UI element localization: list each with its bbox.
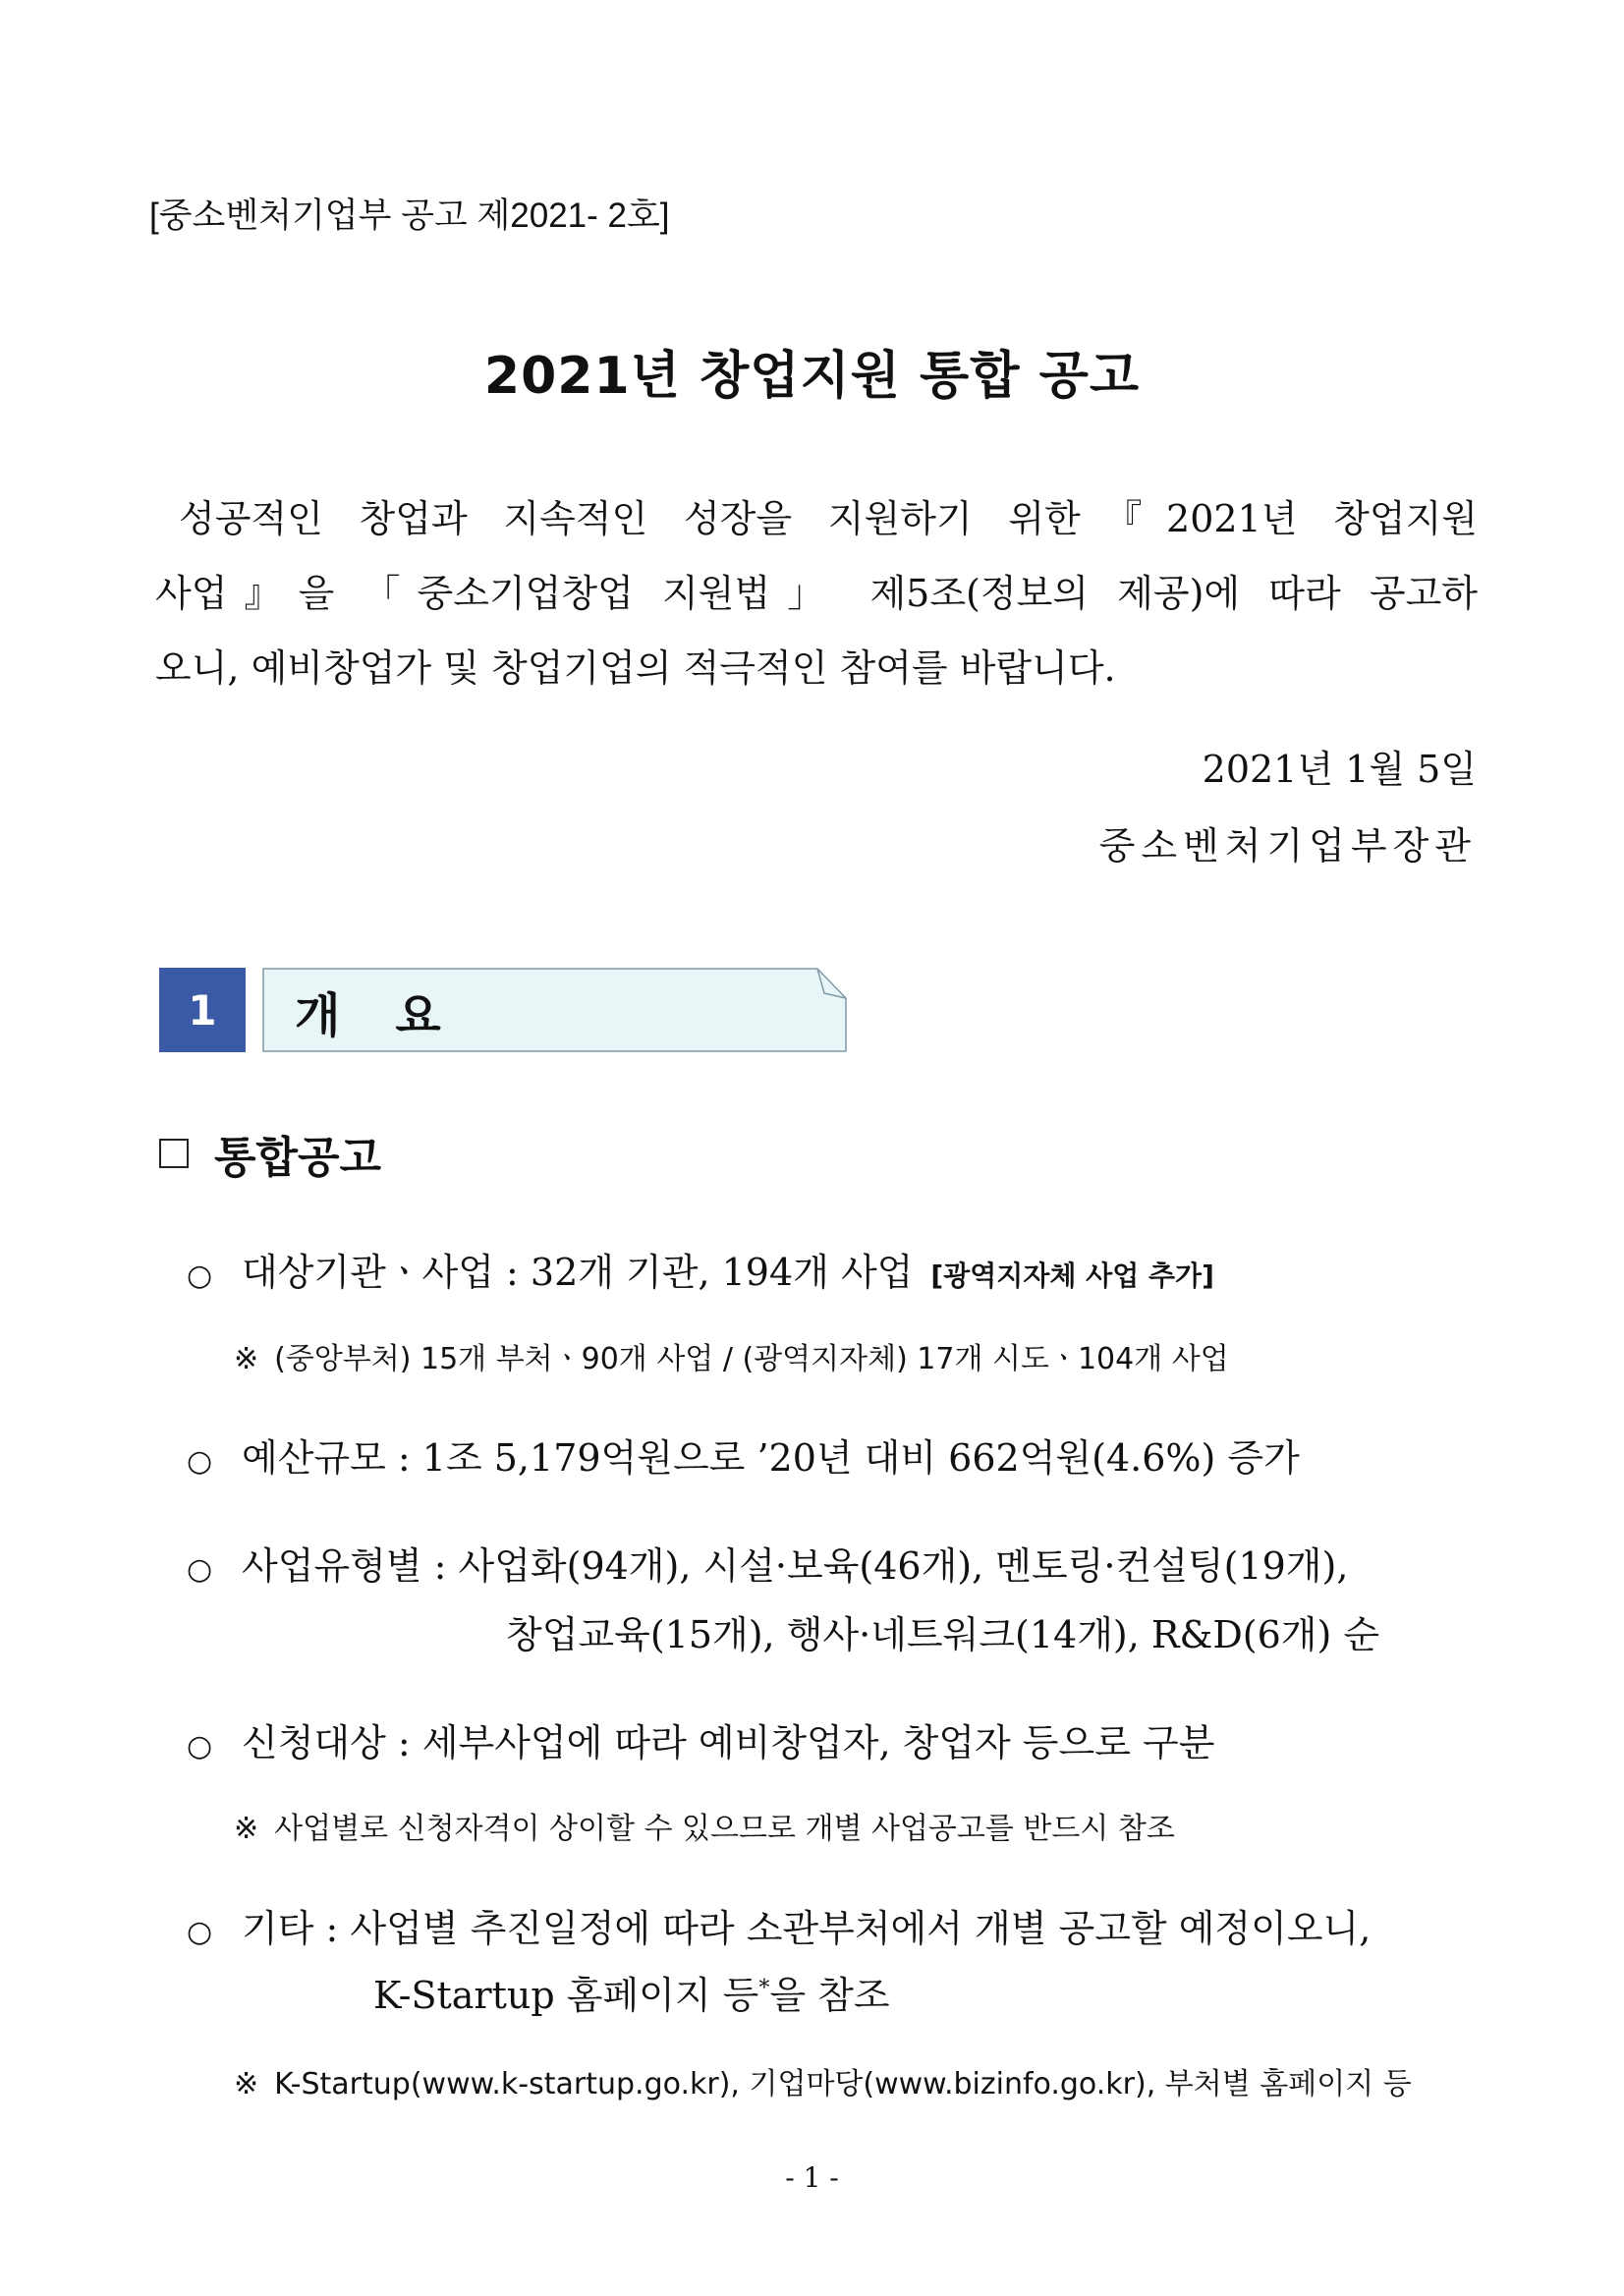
intro-line-3: 오니, 예비창업가 및 창업기업의 적극적인 참여를 바랍니다. [155,646,1116,690]
circle-bullet-icon: ○ [187,1259,213,1293]
page-title: 2021년 창업지원 통합 공고 [483,347,1141,406]
item-target-text: 대상기관ㆍ사업 : 32개 기관, 194개 사업 [242,1251,914,1294]
item-other-line-1: 기타 : 사업별 추진일정에 따라 소관부처에서 개별 공고할 예정이오니, [242,1907,1372,1950]
section-number-badge: 1 [159,968,246,1052]
item-other-note [234,2059,1412,2102]
item-target [187,1242,1214,1296]
item-applicants-note [234,1804,1175,1847]
square-bullet-icon [159,1139,189,1168]
item-applicants-note-text: 사업별로 신청자격이 상이할 수 있으므로 개별 사업공고를 반드시 참조 [274,1812,1175,1846]
reference-mark-icon: ※ [234,2067,259,2101]
issuing-agency: 중소벤처기업부장관 [1098,824,1477,868]
reference-mark-icon: ※ [234,1812,259,1846]
item-types [187,1536,1348,1590]
item-budget [187,1428,1300,1482]
item-other [187,1898,1371,1952]
intro-paragraph [155,481,1478,705]
intro-line-1: 성공적인 창업과 지속적인 성장을 지원하기 위한『2021년 창업지원 [179,497,1478,540]
item-types-line-2: 창업교육(15개), 행사·네트워크(14개), R&D(6개) 순 [506,1613,1380,1656]
item-types-line-1: 사업유형별 : 사업화(94개), 시설·보육(46개), 멘토링·컨설팅(19개), [242,1544,1349,1588]
page-number: - 1 - [785,2161,839,2194]
item-other-line-2 [373,1965,890,2019]
circle-bullet-icon: ○ [187,1729,213,1764]
circle-bullet-icon: ○ [187,1915,213,1949]
subheading [159,1122,381,1185]
section-title [295,978,443,1045]
item-other-note-text: K-Startup(www.k-startup.go.kr), 기업마당(www.bizinfo.go.kr), 부처별 홈페이지 등 [274,2067,1412,2101]
circle-bullet-icon: ○ [187,1444,213,1479]
item-budget-text: 예산규모 : 1조 5,179억원으로 ’20년 대비 662억원(4.6%) 증가 [242,1436,1300,1480]
item-other-line-2-end: 을 참조 [769,1974,890,2017]
circle-bullet-icon: ○ [187,1552,213,1587]
item-target-note [234,1334,1229,1377]
item-applicants [187,1712,1214,1766]
item-target-note-text: (중앙부처) 15개 부처ㆍ90개 사업 / (광역지자체) 17개 시도ㆍ104개 사업 [274,1342,1229,1376]
item-other-line-2-main: K-Startup 홈페이지 등 [373,1974,759,2017]
reference-mark-icon: ※ [234,1342,259,1376]
footnote-marker: * [758,1976,770,2001]
section-title-part-2: 요 [395,988,443,1043]
subheading-text: 통합공고 [214,1133,382,1183]
item-target-tag: [광역지자체 사업 추가] [930,1260,1214,1292]
notice-number: [중소벤처기업부 공고 제2021- 2호] [149,196,670,235]
section-title-part-1: 개 [295,988,343,1043]
intro-line-2: 사업』을 「중소기업창업 지원법」 제5조(정보의 제공)에 따라 공고하 [155,572,1478,615]
announcement-date: 2021년 1월 5일 [1202,748,1477,791]
item-applicants-text: 신청대상 : 세부사업에 따라 예비창업자, 창업자 등으로 구분 [242,1721,1215,1764]
